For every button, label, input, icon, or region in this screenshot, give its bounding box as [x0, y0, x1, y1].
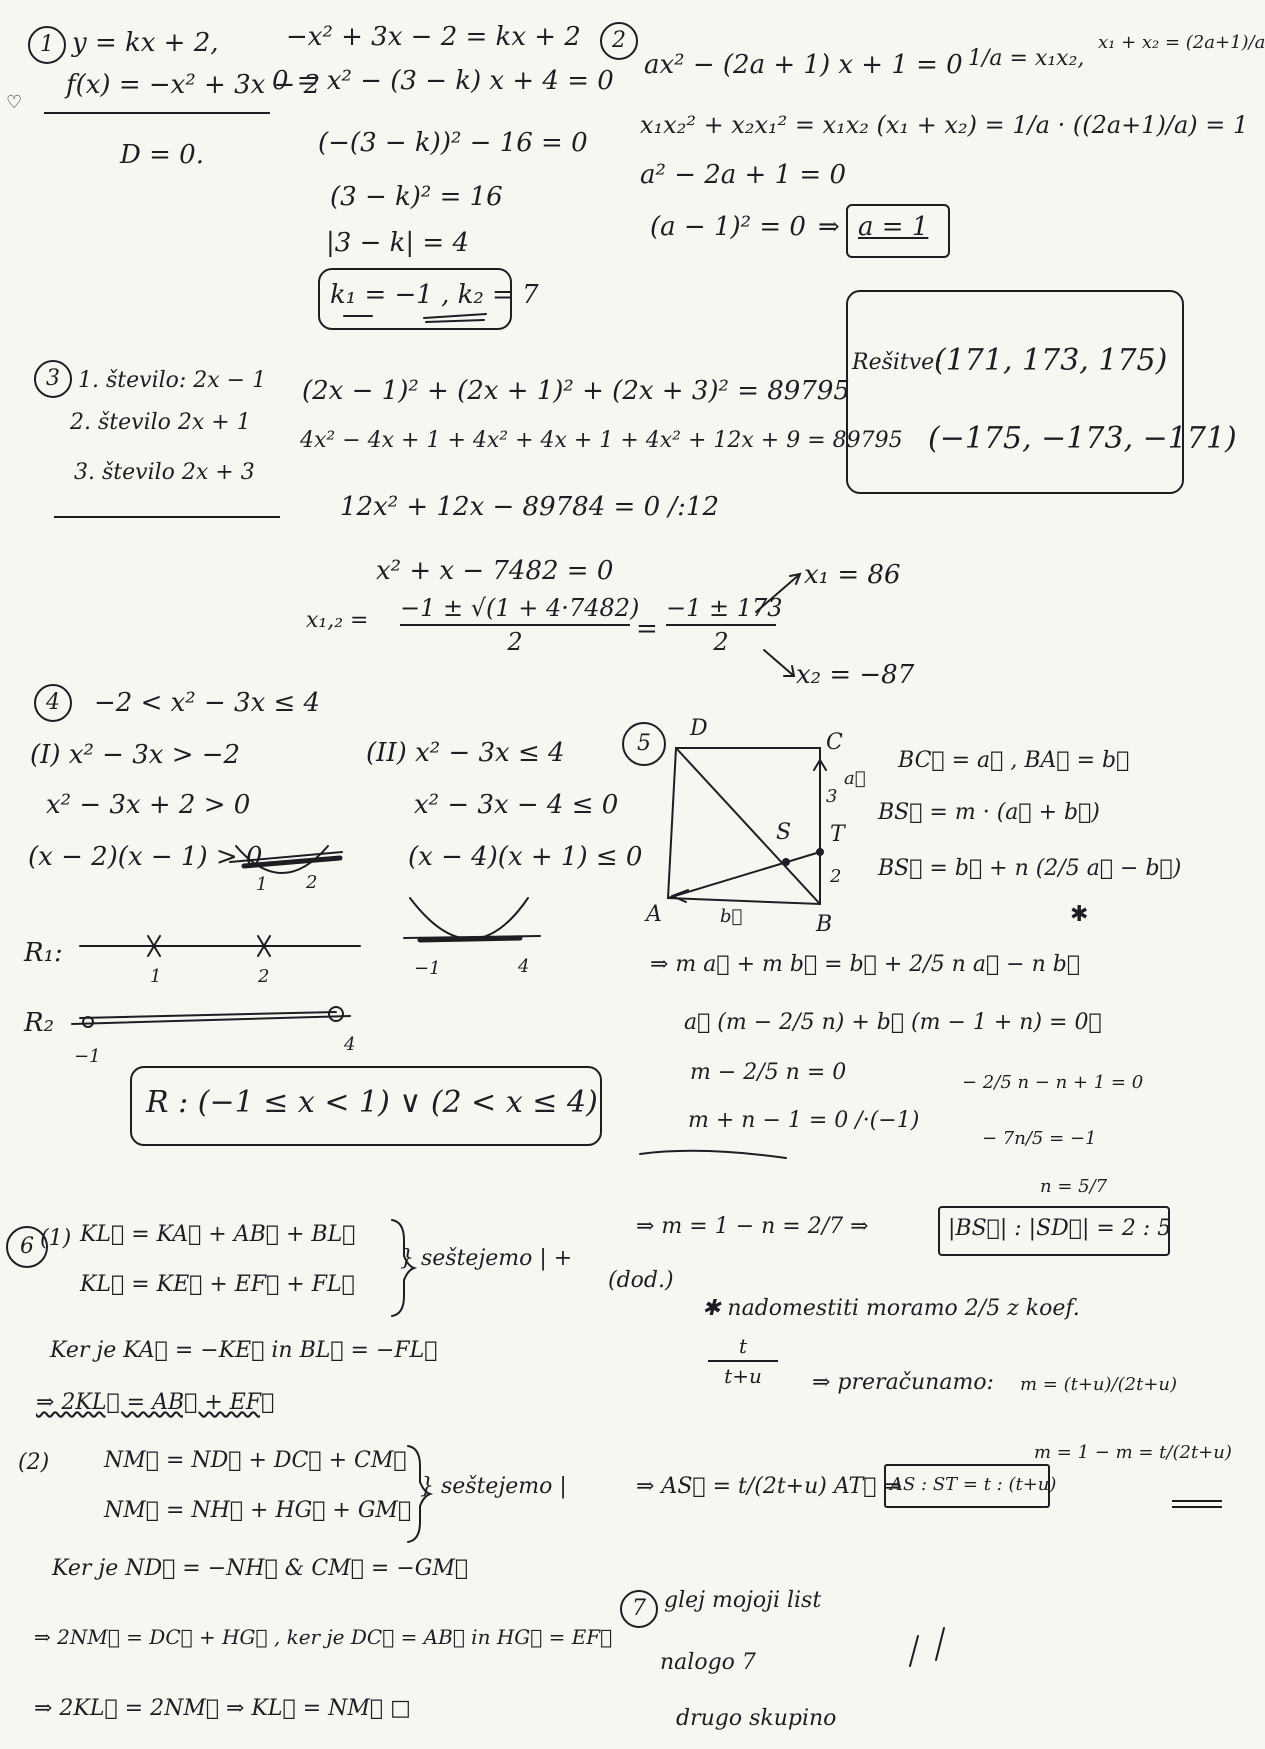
- p4-tick-label: −1: [74, 1046, 101, 1067]
- p5-side-step: − 7n/5 = −1: [982, 1128, 1097, 1149]
- p1-step: −x² + 3x − 2 = kx + 2: [286, 22, 581, 52]
- p1-step: (3 − k)² = 16: [330, 182, 503, 212]
- p3-result-numerator: −1 ± 173: [666, 594, 783, 622]
- p4-interval-mark: [420, 938, 520, 940]
- p3-fraction-numerator: −1 ± √(1 + 4·7482): [400, 594, 640, 622]
- p5-vector-eq: BS⃗ = b⃗ + n (2/5 a⃗ − b⃗): [878, 856, 1182, 881]
- p3-number-def: 2. število 2x + 1: [70, 410, 251, 435]
- p6-brace-note: } seštejemo | +: [400, 1246, 573, 1271]
- p2-line: a² − 2a + 1 = 0: [640, 160, 846, 190]
- p5-point-S: [783, 859, 789, 865]
- p4-answer: R : (−1 ≤ x < 1) ∨ (2 < x ≤ 4): [146, 1085, 598, 1120]
- p5-answer: |BS⃗| : |SD⃗| = 2 : 5: [948, 1216, 1172, 1241]
- p2-vieta: x₁ + x₂ = (2a+1)/a: [1098, 32, 1265, 53]
- p4-endpoint: [329, 1007, 343, 1021]
- p3-quadratic-lhs: x₁,₂ =: [306, 608, 369, 633]
- p5-vector-eq: BS⃗ = m · (a⃗ + b⃗): [878, 800, 1100, 825]
- p5-coef-denominator: t+u: [724, 1364, 762, 1388]
- p5-step: m + n − 1 = 0 /·(−1): [688, 1108, 920, 1133]
- p6-conclusion: ⇒ 2KL⃗ = 2NM⃗ ⇒ KL⃗ = NM⃗ □: [34, 1696, 411, 1721]
- p5-segment-AT: [668, 852, 820, 898]
- p5-step: ⇒ m a⃗ + m b⃗ = b⃗ + 2/5 n a⃗ − n b⃗: [650, 952, 1081, 977]
- p3-equation: 4x² − 4x + 1 + 4x² + 4x + 1 + 4x² + 12x + 9 = 89795: [300, 428, 903, 453]
- p4-inequality: −2 < x² − 3x ≤ 4: [94, 688, 321, 718]
- p1-line: D = 0.: [120, 140, 204, 170]
- p5-addendum: m = 1 − m = t/(2t+u): [1034, 1442, 1232, 1463]
- p3-arrow-up: [756, 574, 800, 612]
- p6-brace-note: } seštejemo |: [420, 1474, 567, 1499]
- p5-side-step: − 2/5 n − n + 1 = 0: [962, 1072, 1144, 1093]
- p4-tick-label: 2: [306, 872, 318, 893]
- p3-equation: (2x − 1)² + (2x + 1)² + (2x + 3)² = 89795: [302, 376, 850, 406]
- p1-answer: k₁ = −1 , k₂ = 7: [330, 280, 539, 310]
- p1-line: f(x) = −x² + 3x − 2: [66, 70, 321, 100]
- p5-point-T: [817, 849, 823, 855]
- p5-step: m − 2/5 n = 0: [690, 1060, 847, 1085]
- problem-5-number: 5: [622, 722, 666, 766]
- p6-equation: NM⃗ = ND⃗ + DC⃗ + CM⃗: [104, 1448, 407, 1473]
- p6-equation: NM⃗ = NH⃗ + HG⃗ + GM⃗: [104, 1498, 412, 1523]
- p3-number-def: 1. število: 2x − 1: [78, 368, 267, 393]
- p3-equation: x² + x − 7482 = 0: [376, 556, 614, 586]
- p5-segment-label: 2: [830, 866, 842, 887]
- p4-parabola-2: [410, 898, 528, 939]
- p6-brace-2: [408, 1446, 430, 1542]
- p6-equation: ⇒ 2KL⃗ = AB⃗ + EF⃗: [36, 1390, 275, 1415]
- p4-case-2: (II) x² − 3x ≤ 4: [366, 738, 565, 768]
- p2-vieta: 1/a = x₁x₂,: [968, 46, 1085, 71]
- p3-number-def: 3. število 2x + 3: [74, 460, 255, 485]
- p3-solution: (171, 173, 175): [934, 343, 1168, 378]
- p6-equation: KL⃗ = KA⃗ + AB⃗ + BL⃗: [80, 1222, 356, 1247]
- p2-line: ax² − (2a + 1) x + 1 = 0: [644, 50, 963, 80]
- p7-marks: [910, 1628, 944, 1666]
- problem-4-number: 4: [34, 684, 72, 722]
- p6-brace-1: [392, 1220, 414, 1316]
- p6-equation: Ker je ND⃗ = −NH⃗ & CM⃗ = −GM⃗: [52, 1556, 469, 1581]
- p5-vertex-label: C: [826, 730, 843, 755]
- p3-solutions-label: Rešitve:: [852, 350, 942, 375]
- star-marker-icon: ✱: [1070, 902, 1089, 927]
- p2-line: x₁x₂² + x₂x₁² = x₁x₂ (x₁ + x₂) = 1/a · ((2a+1)/a) = 1: [640, 111, 1249, 139]
- p5-ratio: AS : ST = t : (t+u): [890, 1474, 1057, 1495]
- p5-coef-numerator: t: [738, 1334, 748, 1358]
- p5-side-step: n = 5/7: [1040, 1176, 1108, 1197]
- problem-3-number: 3: [34, 360, 72, 398]
- p6-equation: Ker je KA⃗ = −KE⃗ in BL⃗ = −FL⃗: [50, 1338, 438, 1363]
- p5-point-label: T: [830, 822, 845, 847]
- problem-6-number: 6: [6, 1226, 48, 1268]
- p4-tick-label: 1: [256, 874, 268, 895]
- p5-step: ⇒ m = 1 − n = 2/7 ⇒: [636, 1214, 869, 1239]
- p4-tick-label: 2: [258, 966, 270, 987]
- p5-segment-label: 3: [826, 786, 838, 807]
- p2-answer: a = 1: [858, 212, 929, 242]
- p5-addendum: ⇒ AS⃗ = t/(2t+u) AT⃗ ⇒: [636, 1474, 902, 1499]
- problem-1-number: 1: [28, 26, 66, 64]
- p4-case-1: (x − 2)(x − 1) > 0: [28, 842, 263, 872]
- p1-step: (−(3 − k))² − 16 = 0: [318, 128, 588, 158]
- p4-tick-label: −1: [414, 958, 441, 979]
- p3-solution: (−175, −173, −171): [928, 421, 1237, 456]
- problem-2-number: 2: [600, 22, 638, 60]
- p5-vertex-label: B: [816, 912, 833, 937]
- p5-addendum: ⇒ preračunamo:: [812, 1370, 994, 1395]
- p4-r1-label: R₁:: [24, 938, 63, 968]
- p5-diagonal-DB: [676, 748, 820, 904]
- p3-root-1: x₁ = 86: [804, 560, 901, 590]
- p6-part-number: (1): [40, 1226, 72, 1251]
- p5-vector-label: a⃗: [844, 768, 866, 789]
- p4-case-1: x² − 3x + 2 > 0: [46, 790, 251, 820]
- p4-case-1: (I) x² − 3x > −2: [30, 740, 241, 770]
- p3-root-2: x₂ = −87: [796, 660, 915, 690]
- heart-mark-icon: ♡: [6, 92, 23, 113]
- p2-line: (a − 1)² = 0: [650, 212, 806, 242]
- p4-tick-label: 4: [518, 956, 530, 977]
- p5-vertex-label: D: [690, 716, 708, 741]
- p4-tick-label: 1: [150, 966, 162, 987]
- p1-line: y = kx + 2,: [72, 28, 219, 58]
- p5-addendum: ✱ nadomestiti moramo 2/5 z koef.: [702, 1296, 1080, 1321]
- p4-number-line-r2: [72, 1012, 350, 1024]
- p7-note: drugo skupino: [676, 1706, 837, 1731]
- p5-vertex-label: A: [646, 902, 662, 927]
- p3-arrow-down: [764, 650, 794, 676]
- p5-point-label: S: [776, 820, 792, 845]
- p5-arrow-b: [672, 890, 688, 902]
- p5-vector-def: BC⃗ = a⃗ , BA⃗ = b⃗: [898, 748, 1130, 773]
- p2-arrow: ⇒: [818, 212, 840, 242]
- p1-step: |3 − k| = 4: [326, 228, 469, 258]
- p4-tick-label: 4: [344, 1034, 356, 1055]
- p5-step: a⃗ (m − 2/5 n) + b⃗ (m − 1 + n) = 0⃗: [684, 1010, 1102, 1035]
- p1-answer-underline: [344, 314, 486, 322]
- p6-equation: ⇒ 2NM⃗ = DC⃗ + HG⃗ , ker je DC⃗ = AB⃗ in HG⃗ = EF⃗: [34, 1625, 613, 1649]
- p5-addendum-label: (dod.): [608, 1268, 674, 1293]
- p3-equals: =: [636, 614, 658, 644]
- p3-fraction-denominator: 2: [507, 628, 523, 656]
- p4-r2-label: R₂: [24, 1008, 54, 1038]
- p3-equation: 12x² + 12x − 89784 = 0 /:12: [340, 492, 719, 522]
- p5-addendum: m = (t+u)/(2t+u): [1020, 1374, 1178, 1395]
- p7-note: nalogo 7: [660, 1650, 756, 1675]
- p4-case-2: x² − 3x − 4 ≤ 0: [414, 790, 619, 820]
- p6-equation: KL⃗ = KE⃗ + EF⃗ + FL⃗: [80, 1272, 355, 1297]
- p6-part-number: (2): [18, 1450, 50, 1475]
- p4-number-line-r1: [80, 936, 360, 956]
- p5-scratch: [640, 1151, 786, 1158]
- p7-note: glej mojoji list: [664, 1588, 822, 1613]
- p3-result-denominator: 2: [713, 628, 729, 656]
- p5-vector-label: b⃗: [720, 906, 743, 927]
- p4-case-2: (x − 4)(x + 1) ≤ 0: [408, 842, 643, 872]
- problem-7-number: 7: [620, 1590, 658, 1628]
- p1-step: 0 = x² − (3 − k) x + 4 = 0: [272, 66, 614, 96]
